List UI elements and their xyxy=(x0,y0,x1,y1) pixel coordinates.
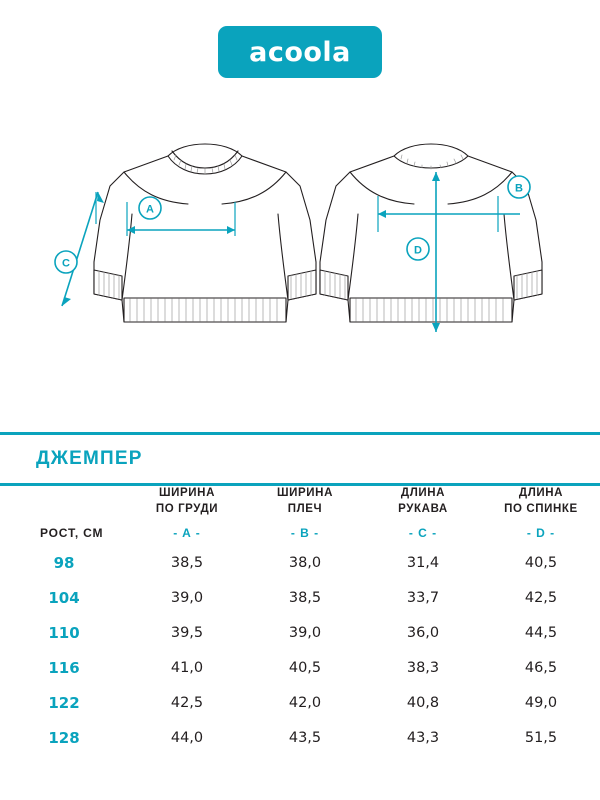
cell-back-length: 42,5 xyxy=(524,589,558,606)
marker-B xyxy=(508,176,530,198)
cell-height: 104 xyxy=(48,588,80,607)
brand-logo xyxy=(218,26,382,78)
cell-sleeve: 36,0 xyxy=(406,624,440,641)
cell-back-length: 51,5 xyxy=(524,729,558,746)
size-table xyxy=(0,486,600,755)
cell-height: 98 xyxy=(53,553,75,572)
column-code-c: - C - xyxy=(408,526,438,541)
column-header-back-length: ДЛИНА ПО СПИНКЕ - D - xyxy=(482,486,600,545)
cell-back-length: 49,0 xyxy=(524,694,558,711)
cell-sleeve: 31,4 xyxy=(406,554,440,571)
table-header-row xyxy=(0,486,600,545)
table-row xyxy=(0,650,600,685)
cell-chest: 39,0 xyxy=(170,589,204,606)
svg-text:C: C xyxy=(62,257,70,270)
svg-text:B: B xyxy=(515,182,523,195)
cell-shoulder: 38,5 xyxy=(288,589,322,606)
cell-height: 128 xyxy=(48,728,80,747)
size-table-body xyxy=(0,545,600,755)
table-row xyxy=(0,685,600,720)
table-title: ДЖЕМПЕР xyxy=(36,448,143,469)
cell-shoulder: 40,5 xyxy=(288,659,322,676)
cell-chest: 44,0 xyxy=(170,729,204,746)
cell-chest: 38,5 xyxy=(170,554,204,571)
cell-back-length: 44,5 xyxy=(524,624,558,641)
table-row xyxy=(0,615,600,650)
table-row xyxy=(0,545,600,580)
column-code-d: - D - xyxy=(526,526,556,541)
cell-chest: 41,0 xyxy=(170,659,204,676)
cell-shoulder: 42,0 xyxy=(288,694,322,711)
column-header-chest: ШИРИНА ПО ГРУДИ - A - xyxy=(128,486,246,545)
cell-chest: 42,5 xyxy=(170,694,204,711)
cell-height: 122 xyxy=(48,693,80,712)
column-header-shoulder: ШИРИНА ПЛЕЧ - B - xyxy=(246,486,364,545)
cell-height: 110 xyxy=(48,623,80,642)
cell-shoulder: 43,5 xyxy=(288,729,322,746)
measurement-diagram xyxy=(0,110,600,420)
svg-text:A: A xyxy=(146,203,154,216)
cell-sleeve: 33,7 xyxy=(406,589,440,606)
cell-sleeve: 43,3 xyxy=(406,729,440,746)
cell-shoulder: 38,0 xyxy=(288,554,322,571)
marker-C xyxy=(55,251,77,273)
cell-back-length: 40,5 xyxy=(524,554,558,571)
cell-chest: 39,5 xyxy=(170,624,204,641)
column-header-sleeve: ДЛИНА РУКАВА - C - xyxy=(364,486,482,545)
column-header-height: РОСТ, СМ xyxy=(40,526,104,541)
sweatshirt-back-outline xyxy=(320,144,542,322)
marker-A xyxy=(139,197,161,219)
cell-sleeve: 38,3 xyxy=(406,659,440,676)
cell-back-length: 46,5 xyxy=(524,659,558,676)
cell-height: 116 xyxy=(48,658,80,677)
column-code-a: - A - xyxy=(173,526,201,541)
column-code-b: - B - xyxy=(290,526,320,541)
table-row xyxy=(0,720,600,755)
cell-sleeve: 40,8 xyxy=(406,694,440,711)
brand-logo-text: acoola xyxy=(249,36,351,68)
size-table-section xyxy=(0,432,600,755)
svg-text:D: D xyxy=(414,244,422,257)
marker-D xyxy=(407,238,429,260)
table-row xyxy=(0,580,600,615)
brand-logo-container xyxy=(0,26,600,78)
size-table-head xyxy=(0,486,600,545)
cell-shoulder: 39,0 xyxy=(288,624,322,641)
